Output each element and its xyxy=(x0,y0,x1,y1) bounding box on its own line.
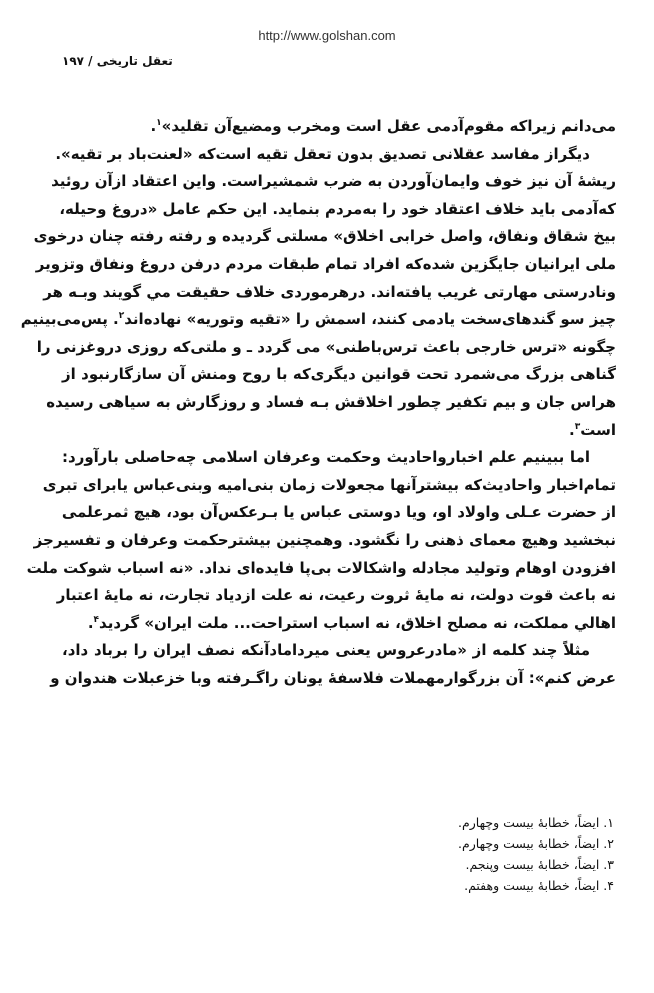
source-url: http://www.golshan.com xyxy=(258,28,396,43)
footnote-ref: ۱ xyxy=(156,118,162,128)
footnote-ref: ۲ xyxy=(118,311,125,322)
text-line: چیز سو گندهای‌سخت یادمی کنند، اسمش را «تقیه وتوریه» نهاده‌اند$^۲$. پس‌می‌بینیم xyxy=(20,310,616,329)
footnotes xyxy=(314,812,614,896)
text-line: ریشهٔ آن نیز خوف وایمان‌آوردن به ضرب شمشیراست. واین اعتقاد ازآن روئید xyxy=(51,172,616,191)
footnote-ref: ۴ xyxy=(93,614,100,625)
footnote: ۳. ایضاً، خطابهٔ بیست وپنجم. xyxy=(465,857,614,872)
running-head: تعقل تاریخی / ۱۹۷ xyxy=(62,54,173,68)
text-line: گناهی بزرگ می‌شمرد تحت قوانین دیگری‌که با روح ومنش آن سازگارنبود از xyxy=(62,365,616,384)
text-line: نه باعث قوت دولت، نه مایهٔ ثروت رعیت، نه علت ازدیاد تجارت، نه مایهٔ اعتبار xyxy=(56,586,616,605)
paragraph xyxy=(62,113,616,141)
text-line: ملی ایرانیان جایگزین شده‌که افراد تمام طبقات مردم درفن دروغ ونفاق وتزویر xyxy=(35,254,616,273)
text-line: هراس جان و بیم تکفیر چطور اخلاقش بـه فساد و روزگارش به سیاهی رسیده xyxy=(46,392,616,411)
text-line: افزودن اوهام وتولید مجادله واشکالات بی‌پا فایده‌ای نداد. «نه اسباب شوکت ملت xyxy=(26,558,616,577)
text-line: عرض کنم»: آن بزرگوارمهملات فلاسفهٔ یونان راگـرفته وبا خزعبلات هندوان و xyxy=(50,668,616,687)
text-line: که‌آدمی باید خلاف اعتقاد خود را به‌مردم بنماید. این حکم عامل «دروغ وحیله، xyxy=(59,199,616,218)
footnote: ۲. ایضاً، خطابهٔ بیست وچهارم. xyxy=(458,836,614,851)
text-line: دیگراز مفاسد عقلانی تصدیق بدون تعقل تقیه است‌که «لعنت‌باد بر تقیه». xyxy=(55,144,590,163)
text-line: ونادرستی مهارتی غریب یافته‌اند. درهرموردی خلاف حقیقت مي گویند وبـه هر xyxy=(43,282,616,301)
text-line: است$^۳$. xyxy=(569,420,616,439)
paragraph xyxy=(50,637,616,692)
text-line: تمام‌اخبار واحادیث‌که بیشترآنها مجعولات زمان بنی‌امیه وبنی‌عباس یابرای تبری xyxy=(42,475,616,494)
text-line: مثلاً چند کلمه از «مادرعروس یعنی میردامادآنکه نصف ایران را برباد داد، xyxy=(62,641,590,660)
paragraph xyxy=(26,444,616,637)
text-line: نبخشید وهیچ معمای ذهنی را نگشود. وهمچنین بیشترحکمت وعرفان و تفسیرجز xyxy=(33,530,616,549)
footnote: ۱. ایضاً، خطابهٔ بیست وچهارم. xyxy=(458,815,614,830)
footnote-ref: ۳ xyxy=(574,421,581,432)
footnote: ۴. ایضاً، خطابهٔ بیست وهفتم. xyxy=(464,878,614,893)
text-line: چگونه «ترس خارجی باعث ترس‌باطنی» می گردد ـ و ملتی‌که روزی دروغزنی را xyxy=(36,337,616,356)
paragraph xyxy=(20,141,616,445)
body-text xyxy=(20,113,616,692)
text-line: اما ببینیم علم اخبارواحادیث وحکمت وعرفان اسلامی چه‌حاصلی بارآورد: xyxy=(62,448,590,467)
text-line: می‌دانم زیراکه مقوم‌آدمی عقل است ومخرب ومضیع‌آن تقلید»$^۱$. xyxy=(150,117,616,135)
text-line: بیخ شقاق ونفاق، واصل خرابی اخلاق» مسلتی گردیده و رفته رفته چنان درخوی xyxy=(33,227,616,246)
text-line: اهالي مملکت، نه مصلح اخلاق، نه اسباب استراحت... ملت ایران» گردید$^۴$. xyxy=(87,613,616,632)
text-line: از حضرت عـلی واولاد او، ویا دوستی عباس یا بـرعکس‌آن بود، هیچ ثمرعلمی xyxy=(61,503,616,522)
